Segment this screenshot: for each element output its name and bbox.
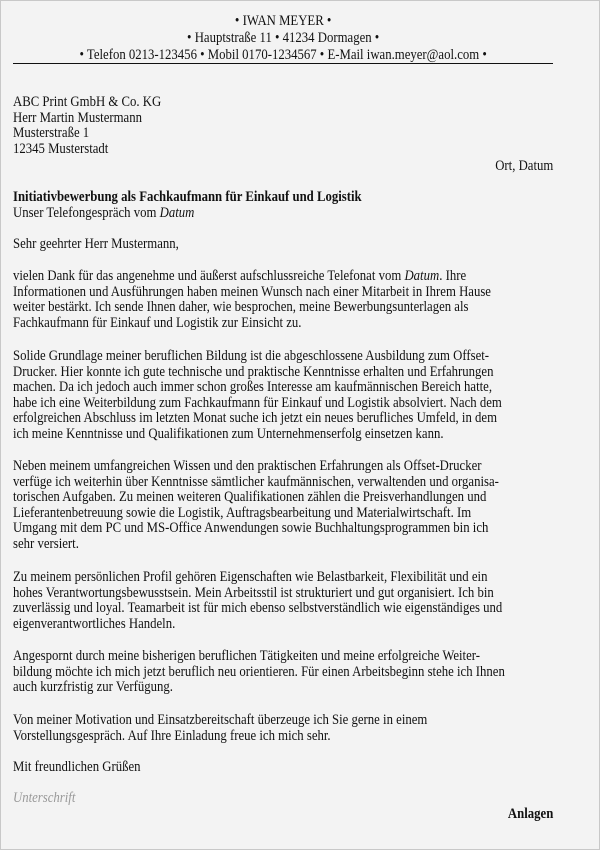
closing: Mit freundlichen Grüßen (13, 759, 141, 775)
letterhead (13, 13, 553, 64)
line-text: verfüge ich weiterhin über Kenntnisse sämtlicher kaufmännischen, verwaltenden und organisa- (13, 473, 499, 490)
paragraph-line (13, 269, 553, 285)
paragraph (13, 713, 553, 744)
reference-date: Datum (159, 204, 195, 221)
paragraph-line (13, 617, 553, 633)
paragraph-line (13, 521, 553, 537)
line-text: Informationen und Ausführungen haben meinen Wunsch nach einer Mitarbeit in Ihrem Hause (13, 283, 491, 300)
paragraph-line (13, 396, 553, 412)
subject-reference (13, 206, 553, 222)
signature: Unterschrift (13, 790, 76, 806)
paragraph-line (13, 506, 553, 522)
paragraph-line (13, 300, 553, 316)
line-text: ich meine Kenntnisse und Qualifikationen zum Unternehmenserfolg einsetzen kann. (13, 425, 444, 442)
paragraph-line (13, 411, 553, 427)
paragraph-line (13, 601, 553, 617)
recipient-address (13, 95, 553, 157)
paragraph-line (13, 490, 553, 506)
paragraph-line (13, 427, 553, 443)
line-text: vielen Dank für das angenehme und äußerst aufschlussreiche Telefonat vom (13, 268, 405, 284)
line-text: . Ihre (439, 268, 467, 284)
recipient-street: Musterstraße 1 (13, 125, 90, 141)
line-text: Lieferantenbetreuung sowie die Logistik, Auftragsbearbeitung und Materialwirtschaft. Im (13, 504, 472, 521)
paragraph-line (13, 680, 553, 696)
sender-address: • Hauptstraße 11 • 41234 Dormagen • (187, 30, 380, 46)
subject-block (13, 190, 553, 221)
date-placeholder: Datum (404, 268, 440, 284)
line-text: Zu meinem persönlichen Profil gehören Eigenschaften wie Belastbarkeit, Flexibilität und ein (13, 569, 488, 585)
paragraph-line (13, 365, 553, 381)
line-text: Drucker. Hier konnte ich gute technische und praktische Kenntnisse erhalten und Erfahrungen (13, 363, 494, 380)
paragraph-line (13, 586, 553, 602)
paragraph-line (13, 665, 553, 681)
paragraph-line (13, 349, 553, 365)
paragraph (13, 269, 553, 331)
line-text: Umgang mit dem PC und MS-Office Anwendungen sowie Buchhaltungsprogrammen bin ich (13, 520, 489, 536)
line-text: Fachkaufmann für Einkauf und Logistik zur Einsicht zu. (13, 314, 302, 331)
line-text: Neben meinem umfangreichen Wissen und den praktischen Erfahrungen als Offset-Drucker (13, 458, 482, 474)
paragraph (13, 459, 553, 552)
paragraph-line (13, 316, 553, 332)
paragraph-line (13, 459, 553, 475)
reference-prefix: Unser Telefongespräch vom (13, 204, 160, 221)
paragraph (13, 649, 553, 696)
line-text: auch kurzfristig zur Verfügung. (13, 679, 173, 695)
paragraph-line (13, 380, 553, 396)
line-text: bildung möchte ich mich jetzt beruflich neu orientieren. Für einen Arbeitsbeginn stehe ich Ihnen (13, 663, 505, 680)
line-text: eigenverantwortliches Handeln. (13, 615, 176, 632)
recipient-city: 12345 Musterstadt (13, 140, 109, 157)
paragraph (13, 570, 553, 632)
salutation: Sehr geehrter Herr Mustermann, (13, 236, 179, 252)
place-date: Ort, Datum (495, 158, 554, 174)
line-text: sehr versiert. (13, 535, 79, 552)
line-text: torischen Aufgaben. Zu meinen weiteren Qualifikationen zählen die Preisverhandlungen und (13, 489, 487, 505)
line-text: weiter bestärkt. Ich sende Ihnen daher, wie besprochen, meine Bewerbungsunterlagen als (13, 299, 469, 315)
line-text: Angespornt durch meine bisherigen beruflichen Tätigkeiten und meine erfolgreiche Weiter- (13, 648, 481, 664)
paragraph-line (13, 537, 553, 553)
line-text: zuverlässig und loyal. Teamarbeit ist für mich ebenso selbstverständlich wie eigenständiges und (13, 600, 503, 616)
line-text: erfolgreichen Abschluss im letzten Monat suche ich jetzt ein neues berufliches Umfeld, in dem (13, 410, 498, 426)
sender-name: • IWAN MEYER • (234, 13, 332, 29)
paragraph (13, 349, 553, 442)
line-text: Vorstellungsgespräch. Auf Ihre Einladung freue ich mich sehr. (13, 727, 331, 744)
recipient-company: ABC Print GmbH & Co. KG (13, 94, 162, 110)
paragraph-line (13, 713, 553, 729)
line-text: machen. Da ich jedoch auch immer schon großes Interesse am kaufmännischen Bereich hatte, (13, 379, 493, 395)
line-text: Von meiner Motivation und Einsatzbereitschaft überzeuge ich Sie gerne in einem (13, 712, 428, 728)
line-text: hohes Verantwortungsbewusstsein. Mein Arbeitsstil ist strukturiert und gut organisiert. Ich bin (13, 584, 494, 601)
sender-contact: • Telefon 0213-123456 • Mobil 0170-1234567 • E-Mail iwan.meyer@aol.com • (79, 47, 487, 63)
paragraph-line (13, 649, 553, 665)
line-text: Solide Grundlage meiner beruflichen Bildung ist die abgeschlossene Ausbildung zum Offset- (13, 348, 490, 364)
paragraph-line (13, 285, 553, 301)
paragraph-line (13, 729, 553, 745)
paragraph-line (13, 570, 553, 586)
paragraph-line (13, 475, 553, 491)
subject-title: Initiativbewerbung als Fachkaufmann für Einkauf und Logistik (13, 189, 362, 205)
recipient-person: Herr Martin Mustermann (13, 109, 142, 126)
line-text: habe ich eine Weiterbildung zum Fachkaufmann für Einkauf und Logistik absolviert. Nach dem (13, 394, 502, 411)
attachments-label: Anlagen (507, 806, 554, 822)
letter-document (13, 0, 553, 850)
